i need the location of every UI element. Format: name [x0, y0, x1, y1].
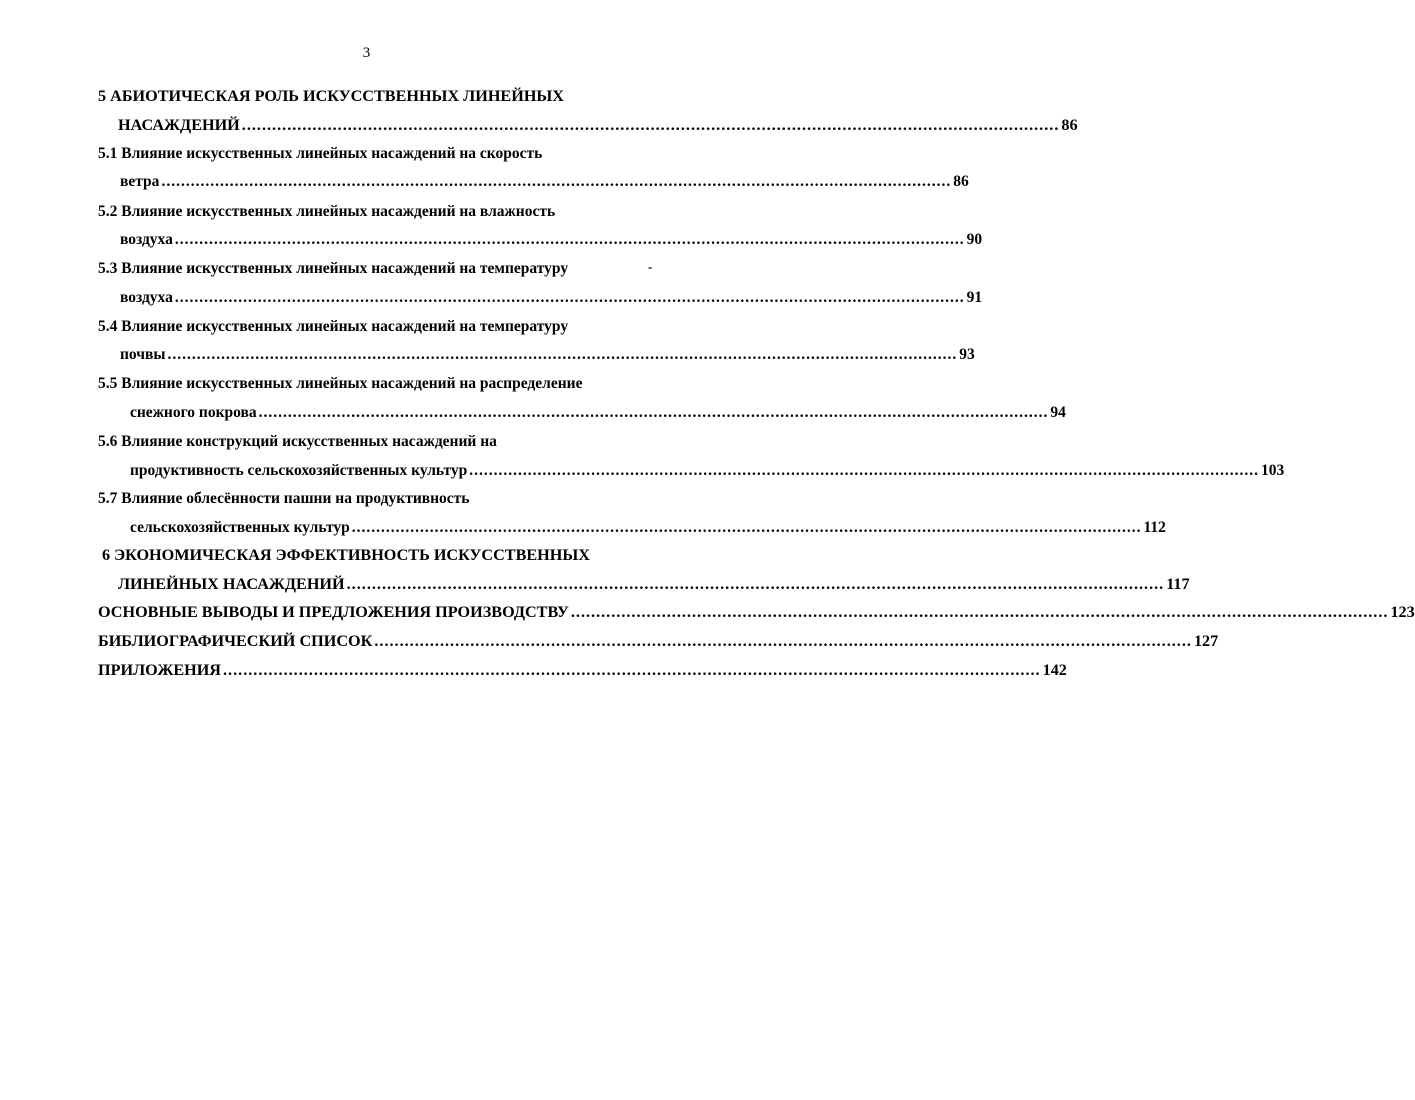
leader-dots: ..................................................................................................................................................................	[174, 289, 965, 306]
leader-dots: ..................................................................................................................................................................	[161, 173, 952, 190]
toc-section-5-2-title: 5.2 Влияние искусственных линейных насаждений на влажность	[98, 203, 556, 220]
toc-section-5-1-entry	[120, 172, 969, 192]
leader-dots: ..................................................................................................................................................................	[346, 575, 1165, 593]
toc-section-5-5-title-cont: снежного покрова	[130, 404, 257, 421]
leader-dots: ..................................................................................................................................................................	[223, 661, 1041, 679]
stray-mark: -	[648, 259, 653, 274]
toc-page-number: 142	[1042, 661, 1067, 679]
toc-section-5-4-title: 5.4 Влияние искусственных линейных насаждений на температуру	[98, 318, 569, 335]
toc-section-5-1-title-cont: ветра	[120, 173, 160, 190]
leader-dots: ..................................................................................................................................................................	[241, 116, 1060, 134]
toc-section-5-3-entry	[120, 288, 983, 308]
toc-section-5-3-title: 5.3 Влияние искусственных линейных насаждений на температуру	[98, 260, 569, 277]
toc-chapter-5-title: 5 АБИОТИЧЕСКАЯ РОЛЬ ИСКУССТВЕННЫХ ЛИНЕЙНЫХ	[98, 87, 564, 105]
toc-page-number: 123	[1390, 603, 1415, 621]
toc-chapter-5-title-cont: НАСАЖДЕНИЙ	[118, 116, 240, 134]
toc-section-5-6-title: 5.6 Влияние конструкций искусственных насаждений на	[98, 433, 497, 450]
toc-appendices-title: ПРИЛОЖЕНИЯ	[98, 661, 221, 679]
toc-section-5-7-title-cont: сельскохозяйственных культур	[130, 519, 350, 536]
toc-section-5-6-title-cont: продуктивность сельскохозяйственных культур	[130, 462, 468, 479]
toc-section-5-7-title: 5.7 Влияние облесённости пашни на продуктивность	[98, 490, 470, 507]
toc-section-5-5-title: 5.5 Влияние искусственных линейных насаждений на распределение	[98, 375, 583, 392]
leader-dots: ..................................................................................................................................................................	[351, 519, 1142, 536]
toc-section-5-1-title: 5.1 Влияние искусственных линейных насаждений на скорость	[98, 145, 543, 162]
toc-chapter-6-entry	[118, 574, 1190, 594]
leader-dots: ..................................................................................................................................................................	[167, 346, 958, 363]
toc-section-5-2-title-cont: воздуха	[120, 231, 173, 248]
toc-section-5-7-entry	[130, 518, 1166, 538]
leader-dots: ..................................................................................................................................................................	[174, 231, 965, 248]
leader-dots: ..................................................................................................................................................................	[570, 603, 1389, 621]
page-number: 3	[362, 45, 371, 61]
toc-bibliography-title: БИБЛИОГРАФИЧЕСКИЙ СПИСОК	[98, 632, 373, 650]
toc-section-5-3-title-cont: воздуха	[120, 289, 173, 306]
toc-page-number: 112	[1143, 519, 1166, 536]
toc-section-5-4-title-cont: почвы	[120, 346, 166, 363]
toc-page-number: 127	[1193, 632, 1219, 650]
toc-page-number: 94	[1050, 404, 1066, 421]
toc-appendices-entry	[98, 660, 1067, 680]
toc-page-number: 86	[953, 173, 969, 190]
leader-dots: ..................................................................................................................................................................	[469, 462, 1260, 479]
toc-page-number: 93	[959, 346, 975, 363]
toc-conclusions-entry	[98, 602, 1415, 622]
toc-section-5-5-entry	[130, 403, 1066, 423]
toc-conclusions-title: ОСНОВНЫЕ ВЫВОДЫ И ПРЕДЛОЖЕНИЯ ПРОИЗВОДСТВУ	[98, 603, 569, 621]
toc-page-number: 103	[1261, 462, 1285, 479]
leader-dots: ..................................................................................................................................................................	[374, 632, 1192, 650]
toc-bibliography-entry	[98, 631, 1219, 651]
toc-section-5-4-entry	[120, 345, 975, 365]
toc-section-5-6-entry	[130, 461, 1285, 481]
toc-chapter-6-title-cont: ЛИНЕЙНЫХ НАСАЖДЕНИЙ	[118, 575, 345, 593]
toc-page-number: 90	[966, 231, 983, 248]
toc-chapter-6-title: 6 ЭКОНОМИЧЕСКАЯ ЭФФЕКТИВНОСТЬ ИСКУССТВЕННЫХ	[102, 546, 590, 564]
toc-page-number: 86	[1061, 116, 1078, 134]
toc-chapter-5-entry	[118, 115, 1078, 135]
toc-section-5-2-entry	[120, 230, 983, 250]
leader-dots: ..................................................................................................................................................................	[258, 404, 1049, 421]
toc-page-number: 91	[966, 289, 983, 306]
toc-page-number: 117	[1166, 575, 1190, 593]
